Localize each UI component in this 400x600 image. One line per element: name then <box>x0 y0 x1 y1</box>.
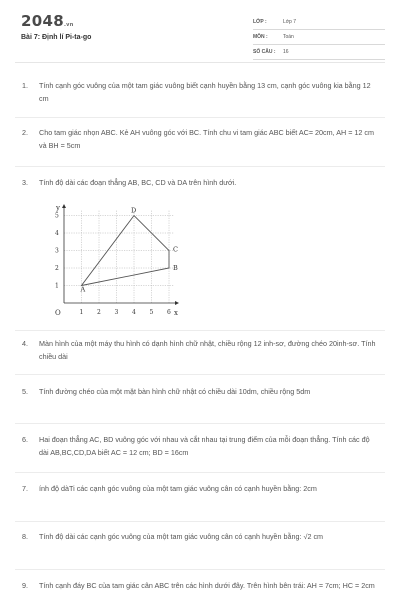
x-tick-label: 1 <box>79 309 84 316</box>
question-number: 4. <box>22 339 28 348</box>
question-text: Tính đường chéo của một mặt bàn hình chữ nhật có chiều dài 10dm, chiều rộng 5dm <box>39 387 311 396</box>
y-tick-label: 3 <box>55 247 59 255</box>
question-text: Tính độ dài các cạnh góc vuông của một tam giác vuông cân có cạnh huyền bằng: √2 cm <box>39 532 324 541</box>
question-separator <box>15 330 385 331</box>
question-number: 5. <box>22 387 28 396</box>
x-tick-labels <box>80 309 172 316</box>
point-label-a: A <box>80 285 86 294</box>
y-tick-label: 4 <box>55 230 59 237</box>
x-axis-label: x <box>174 309 178 317</box>
point-labels <box>80 207 179 294</box>
point-label-d: D <box>131 206 137 215</box>
question-separator <box>15 117 385 118</box>
meta-row-count <box>253 46 385 60</box>
y-tick-label: 1 <box>55 282 59 290</box>
question-separator <box>15 374 385 375</box>
question-number: 1. <box>22 81 28 90</box>
meta-info <box>253 16 385 61</box>
y-axis-arrow <box>62 204 66 208</box>
question-separator <box>15 569 385 570</box>
point-label-c: C <box>173 245 178 254</box>
logo-suffix: .vn <box>63 22 74 28</box>
x-tick-label: 4 <box>132 309 136 316</box>
y-tick-labels <box>55 213 59 290</box>
meta-row-subject <box>253 31 385 45</box>
x-tick-label: 2 <box>97 309 101 316</box>
question-text: Tính cạnh góc vuông của một tam giác vuông biết cạnh huyền bằng 13 cm, cạnh góc vuông kia bằng 12 cm <box>39 81 371 103</box>
question-text: Hai đoạn thẳng AC, BD vuông góc với nhau và cắt nhau tại trung điểm của mỗi đoạn thẳng. Tính các độ dài AB,BC,CD,DA biết AC = 12 cm; BD = 16cm <box>39 435 370 457</box>
meta-value-subject: Toán <box>283 34 294 40</box>
meta-label-subject: MÔN : <box>253 34 268 40</box>
meta-value-count: 16 <box>283 49 289 55</box>
point-label-b: B <box>173 264 178 272</box>
question-text: Tính cạnh đáy BC của tam giác cân ABC trên các hình dưới đây. Trên hình bên trái: AH = 7cm; HC = 2cm <box>39 581 375 590</box>
question-separator <box>15 521 385 522</box>
x-tick-label: 3 <box>114 309 119 316</box>
origin-label: O <box>55 309 61 317</box>
lesson-title: Bài 7: Định lí Pi-ta-go <box>21 34 92 41</box>
question-text: Màn hình của một máy thu hình có dạnh hình chữ nhật, chiều rộng 12 inh-sơ, đường chéo 20inh-sơ. Tính chiều dài <box>39 339 376 361</box>
question-number: 9. <box>22 581 28 590</box>
coordinate-figure <box>30 203 190 321</box>
question-number: 7. <box>22 484 28 493</box>
site-logo[interactable] <box>21 12 74 30</box>
question-separator <box>15 423 385 424</box>
question-separator <box>15 472 385 473</box>
x-axis-arrow <box>175 301 179 305</box>
question-number: 8. <box>22 532 28 541</box>
meta-row-class <box>253 16 385 30</box>
meta-label-class: LỚP : <box>253 19 267 25</box>
question-separator <box>15 166 385 167</box>
question-text: ính độ dàTi các cạnh góc vuông của một tam giác vuông cân có cạnh huyền bằng: 2cm <box>39 484 317 493</box>
logo-text: 2048 <box>21 12 64 30</box>
y-axis-label: y <box>56 204 60 212</box>
question-number: 3. <box>22 178 28 187</box>
header-divider <box>15 62 385 63</box>
question-number: 6. <box>22 435 28 444</box>
meta-value-class: Lớp 7 <box>283 19 297 25</box>
x-tick-label: 6 <box>167 309 171 316</box>
question-text: Cho tam giác nhọn ABC. Kẻ AH vuông góc với BC. Tính chu vi tam giác ABC biết AC= 20cm, AH = 12 cm và BH = 5cm <box>39 128 374 150</box>
document-header <box>0 0 400 62</box>
question-text: Tính độ dài các đoạn thẳng AB, BC, CD và DA trên hình dưới. <box>39 178 237 187</box>
question-number: 2. <box>22 128 28 137</box>
y-tick-label: 2 <box>55 265 59 272</box>
y-tick-label: 5 <box>55 212 59 220</box>
x-tick-label: 5 <box>149 309 154 316</box>
meta-label-count: SỐ CÂU : <box>253 49 276 55</box>
